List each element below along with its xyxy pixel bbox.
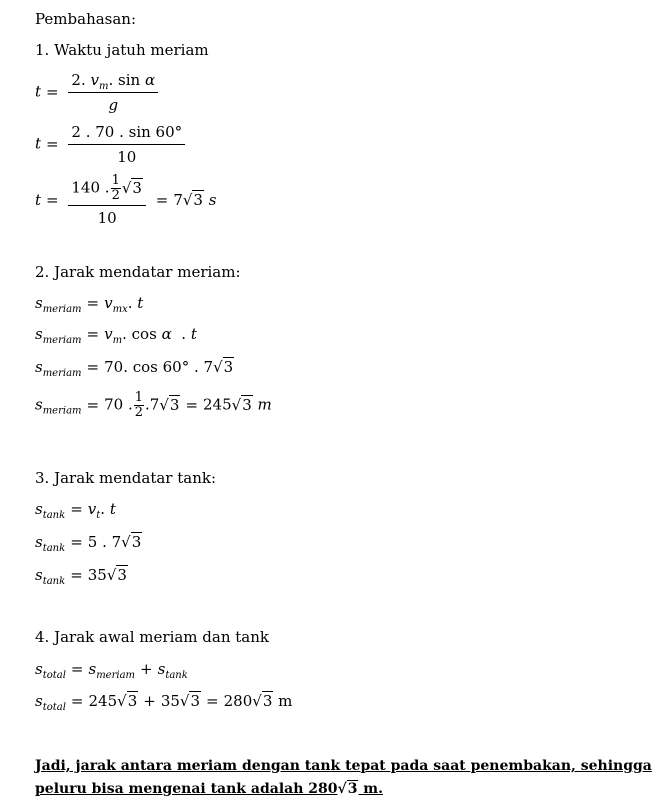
eq-time-result: t = 140 . $\frac{1}{2}$ √3 10 = 7√3 s	[35, 173, 217, 227]
conclusion	[35, 755, 655, 801]
section-3-title: 3. Jarak mendatar tank:	[35, 469, 216, 487]
heading: Pembahasan:	[35, 10, 137, 28]
conclusion-unit: m.	[358, 781, 383, 797]
eq-time-substitute: t = $\frac{2 . 70 . \sin 60^\circ}{10}$	[35, 122, 185, 167]
eq-smeriam-2: $s_{meriam} = v_m$. cos α . t	[35, 325, 197, 346]
eq-smeriam-4: $s_{meriam} = 70$ . $\frac{1}{2}$ .7√3 = 245√3 m	[35, 390, 272, 420]
eq-smeriam-1: $s_{meriam} = v_{mx}$. t	[35, 294, 144, 315]
section-4-title: 4. Jarak awal meriam dan tank	[35, 628, 269, 646]
section-1-title: 1. Waktu jatuh meriam	[35, 41, 209, 59]
conclusion-text: Jadi, jarak antara meriam dengan tank tepat pada saat penembakan, sehingga peluru bisa mengenai tank adalah 280	[35, 758, 652, 797]
eq-stank-3: $s_{tank} = 35√3$	[35, 566, 127, 587]
eq-stank-1: $s_{tank} = v_t$. t	[35, 500, 116, 521]
conclusion-sqrt: √3	[337, 781, 358, 797]
eq-stotal-1: $s_{total} = s_{meriam} + s_{tank}$	[35, 660, 188, 681]
eq-stotal-2: $s_{total} = 245√3 + 35√3 = 280√3$ m	[35, 692, 293, 713]
section-2-title: 2. Jarak mendatar meriam:	[35, 263, 241, 281]
eq-smeriam-3: $s_{meriam} = 70$. cos 60° . 7√3	[35, 358, 234, 379]
eq-time-formula: t = $\frac{2. v_m. \sin \alpha}{g}$	[35, 70, 158, 115]
eq-stank-2: $s_{tank} = 5$ . 7√3	[35, 533, 142, 554]
